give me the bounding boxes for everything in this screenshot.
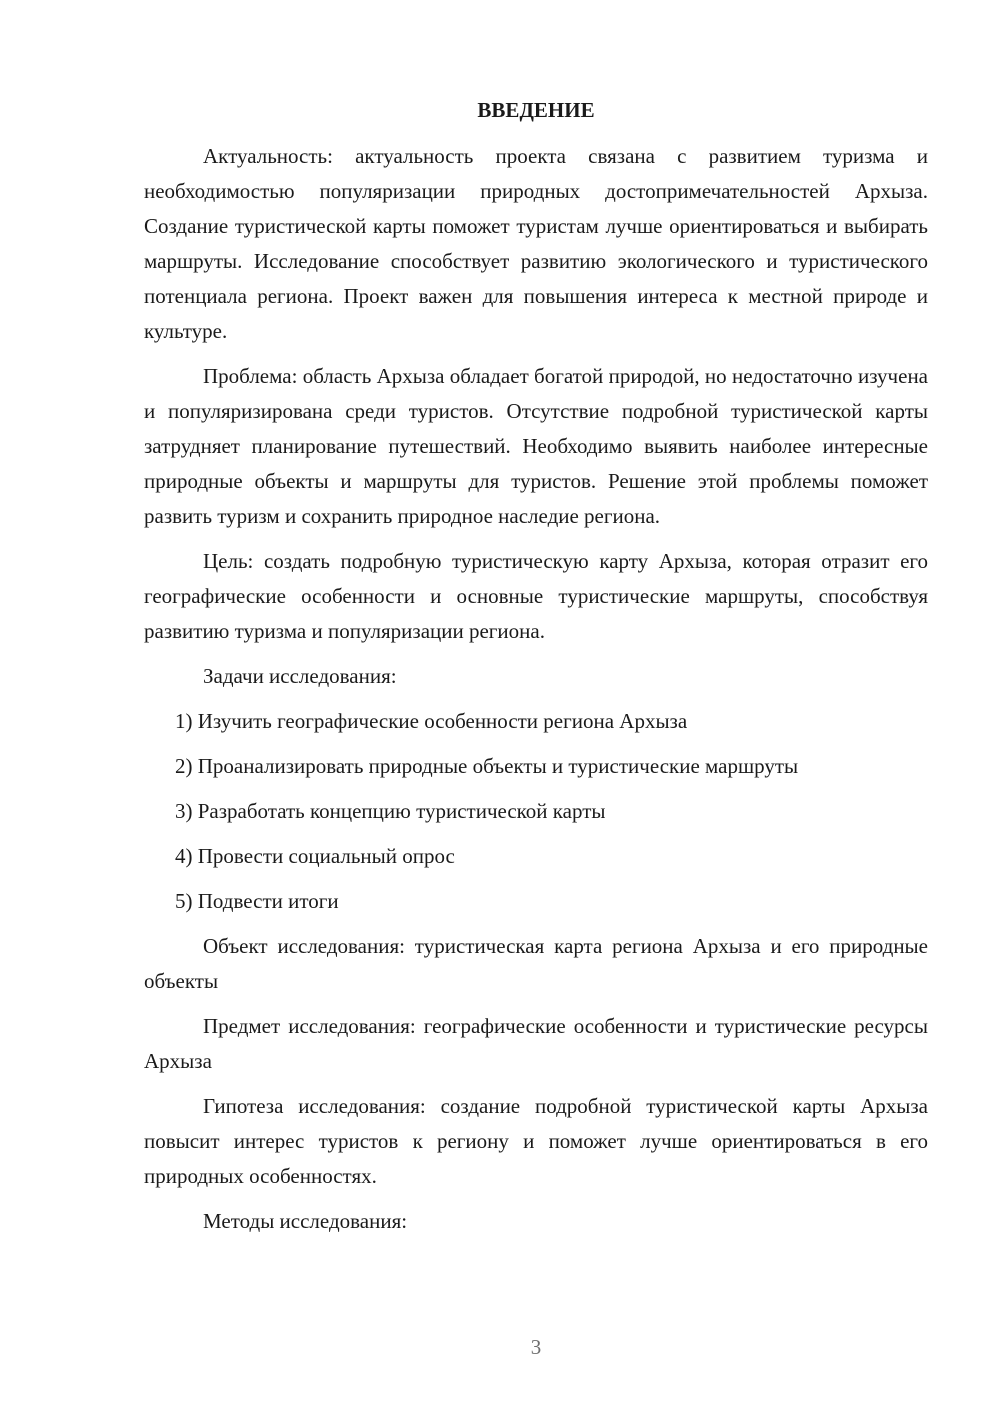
task-item: 2) Проанализировать природные объекты и туристические маршруты [175,754,799,778]
task-item: 3) Разработать концепцию туристической карты [175,799,606,823]
relevance-paragraph: Актуальность: актуальность проекта связана с развитием туризма и необходимостью популяризации природных достопримечательностей Архыза. Создание туристической карты поможет туристам лучше ориентироваться и выбирать маршруты. Исследование способствует развитию экологического и туристического потенциала региона. Проект важен для повышения интереса к местной природе и культуре. [144,144,928,343]
task-item: 1) Изучить географические особенности региона Архыза [175,709,688,733]
tasks-title: Задачи исследования: [203,664,397,688]
subject-paragraph: Предмет исследования: географические особенности и туристические ресурсы Архыза [144,1014,928,1073]
section-heading: ВВЕДЕНИЕ [477,98,595,122]
task-item: 5) Подвести итоги [175,889,339,913]
object-paragraph: Объект исследования: туристическая карта региона Архыза и его природные объекты [144,934,928,993]
methods-title: Методы исследования: [203,1209,408,1233]
problem-paragraph: Проблема: область Архыза обладает богатой природой, но недостаточно изучена и популяризирована среди туристов. Отсутствие подробной туристической карты затрудняет планирование путешествий. Необходимо выявить наиболее интересные природные объекты и маршруты для туристов. Решение этой проблемы поможет развить туризм и сохранить природное наследие региона. [144,364,928,528]
task-item: 4) Провести социальный опрос [175,844,455,868]
hypothesis-paragraph: Гипотеза исследования: создание подробной туристической карты Архыза повысит интерес туристов к региону и поможет лучше ориентироваться в его природных особенностях. [144,1094,928,1188]
goal-paragraph: Цель: создать подробную туристическую карту Архыза, которая отразит его географические особенности и основные туристические маршруты, способствуя развитию туризма и популяризации региона. [144,549,928,643]
page-content [144,96,928,1239]
page-number: 3 [530,1335,542,1359]
